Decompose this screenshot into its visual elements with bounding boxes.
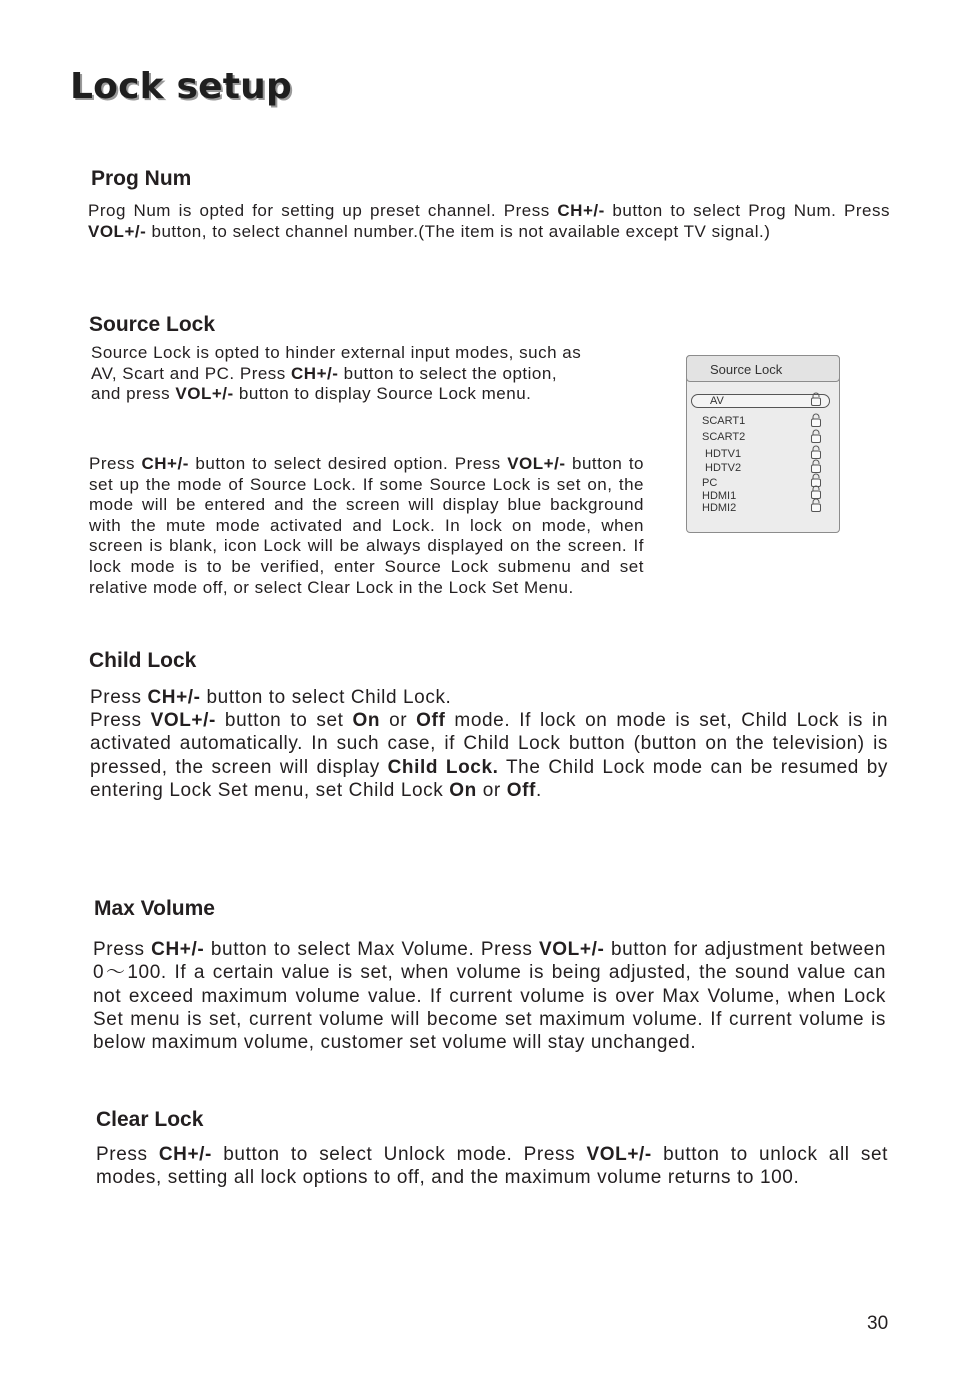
- source-lock-option-label: HDTV2: [705, 462, 742, 474]
- lock-icon: [810, 413, 822, 427]
- page-number: 30: [867, 1313, 889, 1334]
- lock-icon: [810, 392, 822, 406]
- source-lock-option-label: SCART1: [702, 415, 746, 427]
- page-title: Lock setup: [70, 66, 292, 107]
- lock-icon: [810, 498, 822, 512]
- clear-lock-heading: Clear Lock: [96, 1108, 204, 1131]
- lock-icon: [810, 429, 822, 443]
- source-lock-option-label: PC: [702, 477, 718, 489]
- child-lock-heading: Child Lock: [89, 649, 197, 672]
- prog-num-heading: Prog Num: [91, 167, 192, 190]
- source-lock-option-label: HDTV1: [705, 448, 742, 460]
- clear-lock-paragraph: Press CH+/- button to select Unlock mode. Press VOL+/- button to unlock all set modes, setting all lock options to off, and the maximum volume returns to 100.: [96, 1144, 889, 1189]
- source-lock-option-label: HDMI1: [702, 490, 737, 502]
- lock-icon: [810, 485, 822, 499]
- source-lock-paragraph-1: Source Lock is opted to hinder external input modes, such as AV, Scart and PC. Press CH+/- button to select the option, and press VOL+/- button to display Source Lock menu.: [91, 343, 582, 404]
- source-lock-menu-title: Source Lock: [686, 355, 840, 382]
- source-lock-paragraph-2: Press CH+/- button to select desired option. Press VOL+/- button to set up the mode of Source Lock. If some Source Lock is set on, the mode will be entered and the screen will display blue background with the mute mode activated and Lock. In lock on mode, when screen is blank, icon Lock will be always displayed on the screen. If lock mode is to be verified, enter Source Lock submenu and set relative mode off, or select Clear Lock in the Lock Set Menu.: [89, 454, 644, 597]
- source-lock-option-label: AV: [710, 395, 724, 407]
- source-lock-option-label: HDMI2: [702, 502, 737, 514]
- lock-icon: [810, 445, 822, 459]
- source-lock-option-label: SCART2: [702, 431, 746, 443]
- lock-icon: [810, 459, 822, 473]
- child-lock-paragraph-2: Press VOL+/- button to set On or Off mode. If lock on mode is set, Child Lock is in activated automatically. In such case, if Child Lock button (button on the television) is pressed, the screen will display Child Lock. The Child Lock mode can be resumed by entering Lock Set menu, set Child Lock On or Off.: [90, 710, 888, 801]
- prog-num-paragraph: Prog Num is opted for setting up preset channel. Press CH+/- button to select Prog Num. Press VOL+/- button, to select channel number.(The item is not available except TV signal.): [88, 201, 890, 241]
- source-lock-heading: Source Lock: [89, 313, 216, 336]
- max-volume-heading: Max Volume: [94, 897, 215, 920]
- max-volume-paragraph: Press CH+/- button to select Max Volume. Press VOL+/- button for adjustment between 0～100. If a certain value is set, when volume is being adjusted, the sound value can not exceed maximum volume value. If current volume is over Max Volume, when Lock Set menu is set, current volume will become set maximum volume. If current volume is below maximum volume, customer set volume will stay unchanged.: [93, 939, 886, 1054]
- source-lock-menu: [686, 355, 840, 533]
- child-lock-paragraph-1: Press CH+/- button to select Child Lock.: [90, 687, 452, 708]
